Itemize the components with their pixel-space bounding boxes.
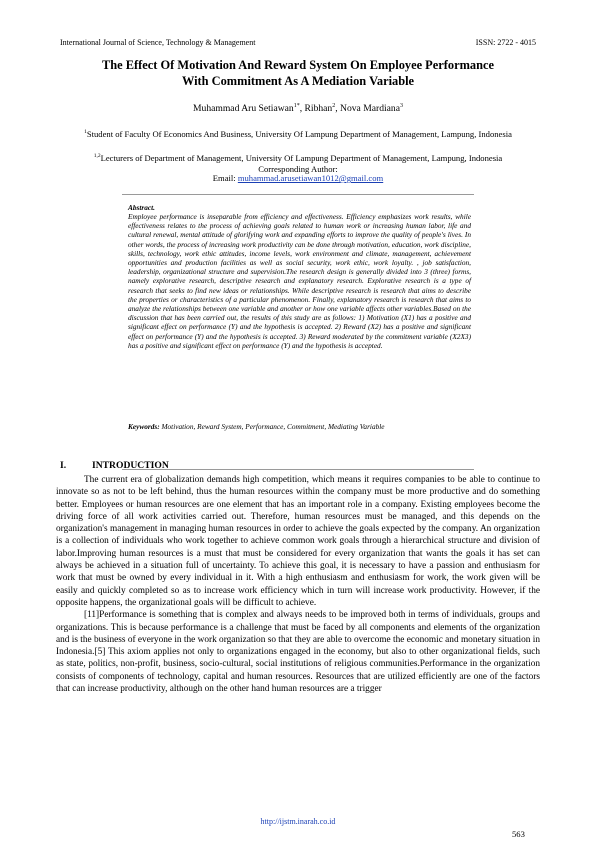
author-separator: ,: [299, 103, 305, 115]
affiliation-2-mark: 1,2: [93, 153, 101, 159]
issn: ISSN: 2722 - 4015: [475, 38, 536, 47]
section-title: INTRODUCTION: [92, 460, 169, 471]
paper-title-line-2: With Commitment As A Mediation Variable: [181, 74, 415, 88]
section-heading: [60, 460, 169, 471]
section-number: I.: [60, 460, 67, 471]
footer-url-link[interactable]: http://ijstm.inarah.co.id: [260, 817, 336, 826]
author-list: [60, 103, 536, 114]
affiliation-2: [60, 151, 536, 175]
author-2: Ribhan: [304, 103, 333, 115]
author-separator: ,: [335, 103, 341, 115]
paper-title: [60, 57, 536, 89]
author-1-mark: 1*: [293, 103, 300, 109]
email-label: Email:: [212, 173, 238, 183]
running-header: [60, 38, 536, 47]
email-line: [60, 173, 536, 184]
abstract-box: [122, 194, 474, 470]
affiliation-2-text: Lecturers of Department of Management, University Of Lampung Department of Management, Lampung, Indonesia: [100, 152, 503, 163]
body-text: [56, 474, 540, 695]
page-number: 563: [512, 829, 525, 839]
keywords-label: Keywords:: [128, 422, 160, 431]
affiliation-1-text: Student of Faculty Of Economics And Business, University Of Lampung Department of Management, Lampung, Indonesia: [86, 128, 512, 139]
keywords: [128, 422, 471, 431]
author-1: Muhammad Aru Setiawan: [193, 103, 294, 115]
email-link[interactable]: muhammad.arusetiawan1012@gmail.com: [237, 173, 384, 183]
corresponding-author-label: Corresponding Author:: [258, 163, 338, 174]
author-3: Nova Mardiana: [340, 103, 400, 115]
author-2-mark: 2: [332, 103, 336, 109]
affiliation-1: [60, 127, 536, 140]
abstract-text: Employee performance is inseparable from efficiency and effectiveness. Efficiency emphasizes work results, while effectiveness relates to the process of achieving goals related to human work or increasing human labor, life and cultural renewal, mental attitude of glorifying work and expanding efforts to improve the quality of people's lives. In other words, the process of increasing work productivity can be done through motivation, education, work discipline, skills, technology, work ethic attitudes, income levels, work environment and climate, management, achievement opportunities and production facilities as well as social security, work ethic, work loyalty. , job satisfaction, leadership, organizational structure and supervision.The research design is generally divided into 3 (three) forms, namely explorative research, descriptive research and explanatory research. Explorative research is a type of research that seeks to find new ideas or relationships. While descriptive research is research that aims to describe the properties or characteristics of a particular phenomenon. Finally, explanatory research is research that aims to analyze the relationships between one variable and another or how one variable affects other variables.Based on the discussion that has been carried out, the results of this study are as follows: 1) Motivation (X1) has a positive and significant effect on performance (Y) and the hypothesis is accepted. 2) Reward (X2) has a positive and significant effect on performance (Y) and the hypothesis is accepted. 3) Reward moderated by the commitment variable (X2X3) has a positive and significant effect on performance (Y) and the hypothesis is accepted.: [128, 212, 471, 350]
paragraph-1: The current era of globalization demands high competition, which means it requires companies to be able to continue to innovate so as not to be left behind, thus the human resources within the company must be more productive and do something better. Employees or human resources are one element that has an important role in a company. Existing employees become the driving force of all work activities carried out. Therefore, human resources must be managed, and this depends on the organization's management in managing human resources in order to achieve the goals expected by the company. An organization is a collection of individuals who work together to achieve common work goals through a hierarchical structure and division of labor.Improving human resources is a must that must be considered for every organization that wants the goals it has set can always be achieved in a situation full of uncertainty. To achieve this goal, it is necessary to have a passion and enthusiasm for work that must be owned by every individual in it. With a high enthusiasm and enthusiasm for work, the work given will be easily and quickly completed so as to increase work efficiency which in turn will increase work productivity. However, if the opposite happens, the organizational goals will be difficult to achieve.: [56, 475, 540, 608]
paragraph-2: [11]Performance is something that is complex and always needs to be improved both in terms of individuals, groups and organizations. This is because performance is a challenge that must be faced by all components and elements of the organization and is the business of everyone in the work organization so that they are able to overcome the economic and monetary situation in Indonesia.[5] This axiom applies not only to organizations engaged in the economy, but also to other organizational fields, such as state, politics, non-profit, business, socio-cultural, social institutions of religious communities.Performance in the organization consists of components of technology, capital and human resources. Resources that are utilized efficiently are one of the factors that can increase productivity, although on the other hand human resources are a trigger: [56, 610, 540, 695]
journal-name: International Journal of Science, Technology & Management: [60, 38, 256, 47]
author-3-mark: 3: [399, 103, 403, 109]
keywords-text: Motivation, Reward System, Performance, Commitment, Mediating Variable: [159, 422, 385, 431]
abstract-heading: Abstract.: [128, 203, 155, 212]
paper-title-line-1: The Effect Of Motivation And Reward System On Employee Performance: [102, 58, 494, 72]
affiliation-1-mark: 1: [84, 129, 87, 135]
